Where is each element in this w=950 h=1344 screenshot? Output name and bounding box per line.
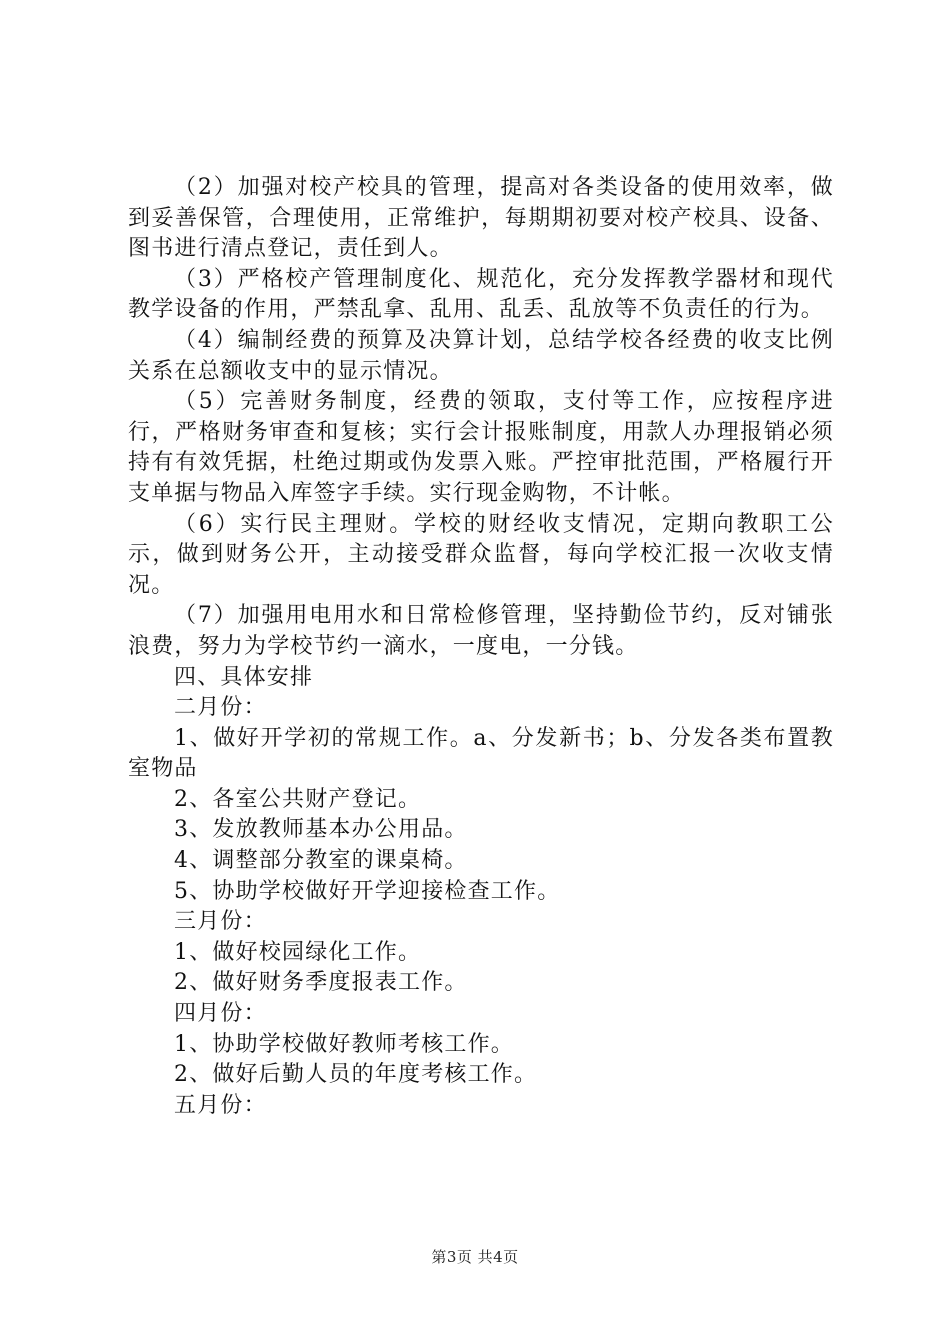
month-heading-march: 三月份：: [174, 909, 267, 935]
paragraph-item-5: （5）完善财务制度，经费的领取，支付等工作，应按程序进行，严格财务审查和复核；实行会计报账制度，用款人办理报销必须持有有效凭据，杜绝过期或伪发票入账。严控审批范围，严格履行开支单据与物品入库签字手续。实行现金购物，不计帐。: [128, 389, 834, 506]
paragraph-item-4: （4）编制经费的预算及决算计划，总结学校各经费的收支比例关系在总额收支中的显示情况。: [128, 327, 834, 384]
month-heading-february: 二月份：: [174, 695, 267, 721]
february-task-1: 1、做好开学初的常规工作。a、分发新书；b、分发各类布置教室物品: [128, 725, 834, 782]
february-task-4: 4、调整部分教室的课桌椅。: [174, 848, 468, 874]
paragraph-item-3: （3）严格校产管理制度化、规范化，充分发挥教学器材和现代教学设备的作用，严禁乱拿、乱用、乱丢、乱放等不负责任的行为。: [128, 266, 834, 323]
document-body: [128, 173, 834, 1121]
paragraph-item-6: （6）实行民主理财。学校的财经收支情况，定期向教职工公示，做到财务公开，主动接受群众监督，每向学校汇报一次收支情况。: [128, 511, 834, 598]
april-task-2: 2、做好后勤人员的年度考核工作。: [174, 1062, 538, 1088]
page-number: 第3页 共4页: [431, 1248, 519, 1266]
month-heading-april: 四月份：: [174, 1001, 267, 1027]
section-heading: 四、具体安排: [174, 664, 314, 690]
paragraph-item-7: （7）加强用电用水和日常检修管理，坚持勤俭节约，反对铺张浪费，努力为学校节约一滴水，一度电，一分钱。: [128, 603, 834, 659]
paragraph-item-2: （2）加强对校产校具的管理，提高对各类设备的使用效率，做到妥善保管，合理使用，正常维护，每期期初要对校产校具、设备、图书进行清点登记，责任到人。: [128, 175, 834, 262]
february-task-2: 2、各室公共财产登记。: [174, 786, 422, 812]
month-heading-may: 五月份：: [174, 1092, 267, 1118]
march-task-2: 2、做好财务季度报表工作。: [174, 970, 468, 996]
february-task-5: 5、协助学校做好开学迎接检查工作。: [174, 878, 561, 904]
february-task-3: 3、发放教师基本办公用品。: [174, 817, 468, 843]
april-task-1: 1、协助学校做好教师考核工作。: [174, 1031, 514, 1057]
march-task-1: 1、做好校园绿化工作。: [174, 939, 422, 965]
